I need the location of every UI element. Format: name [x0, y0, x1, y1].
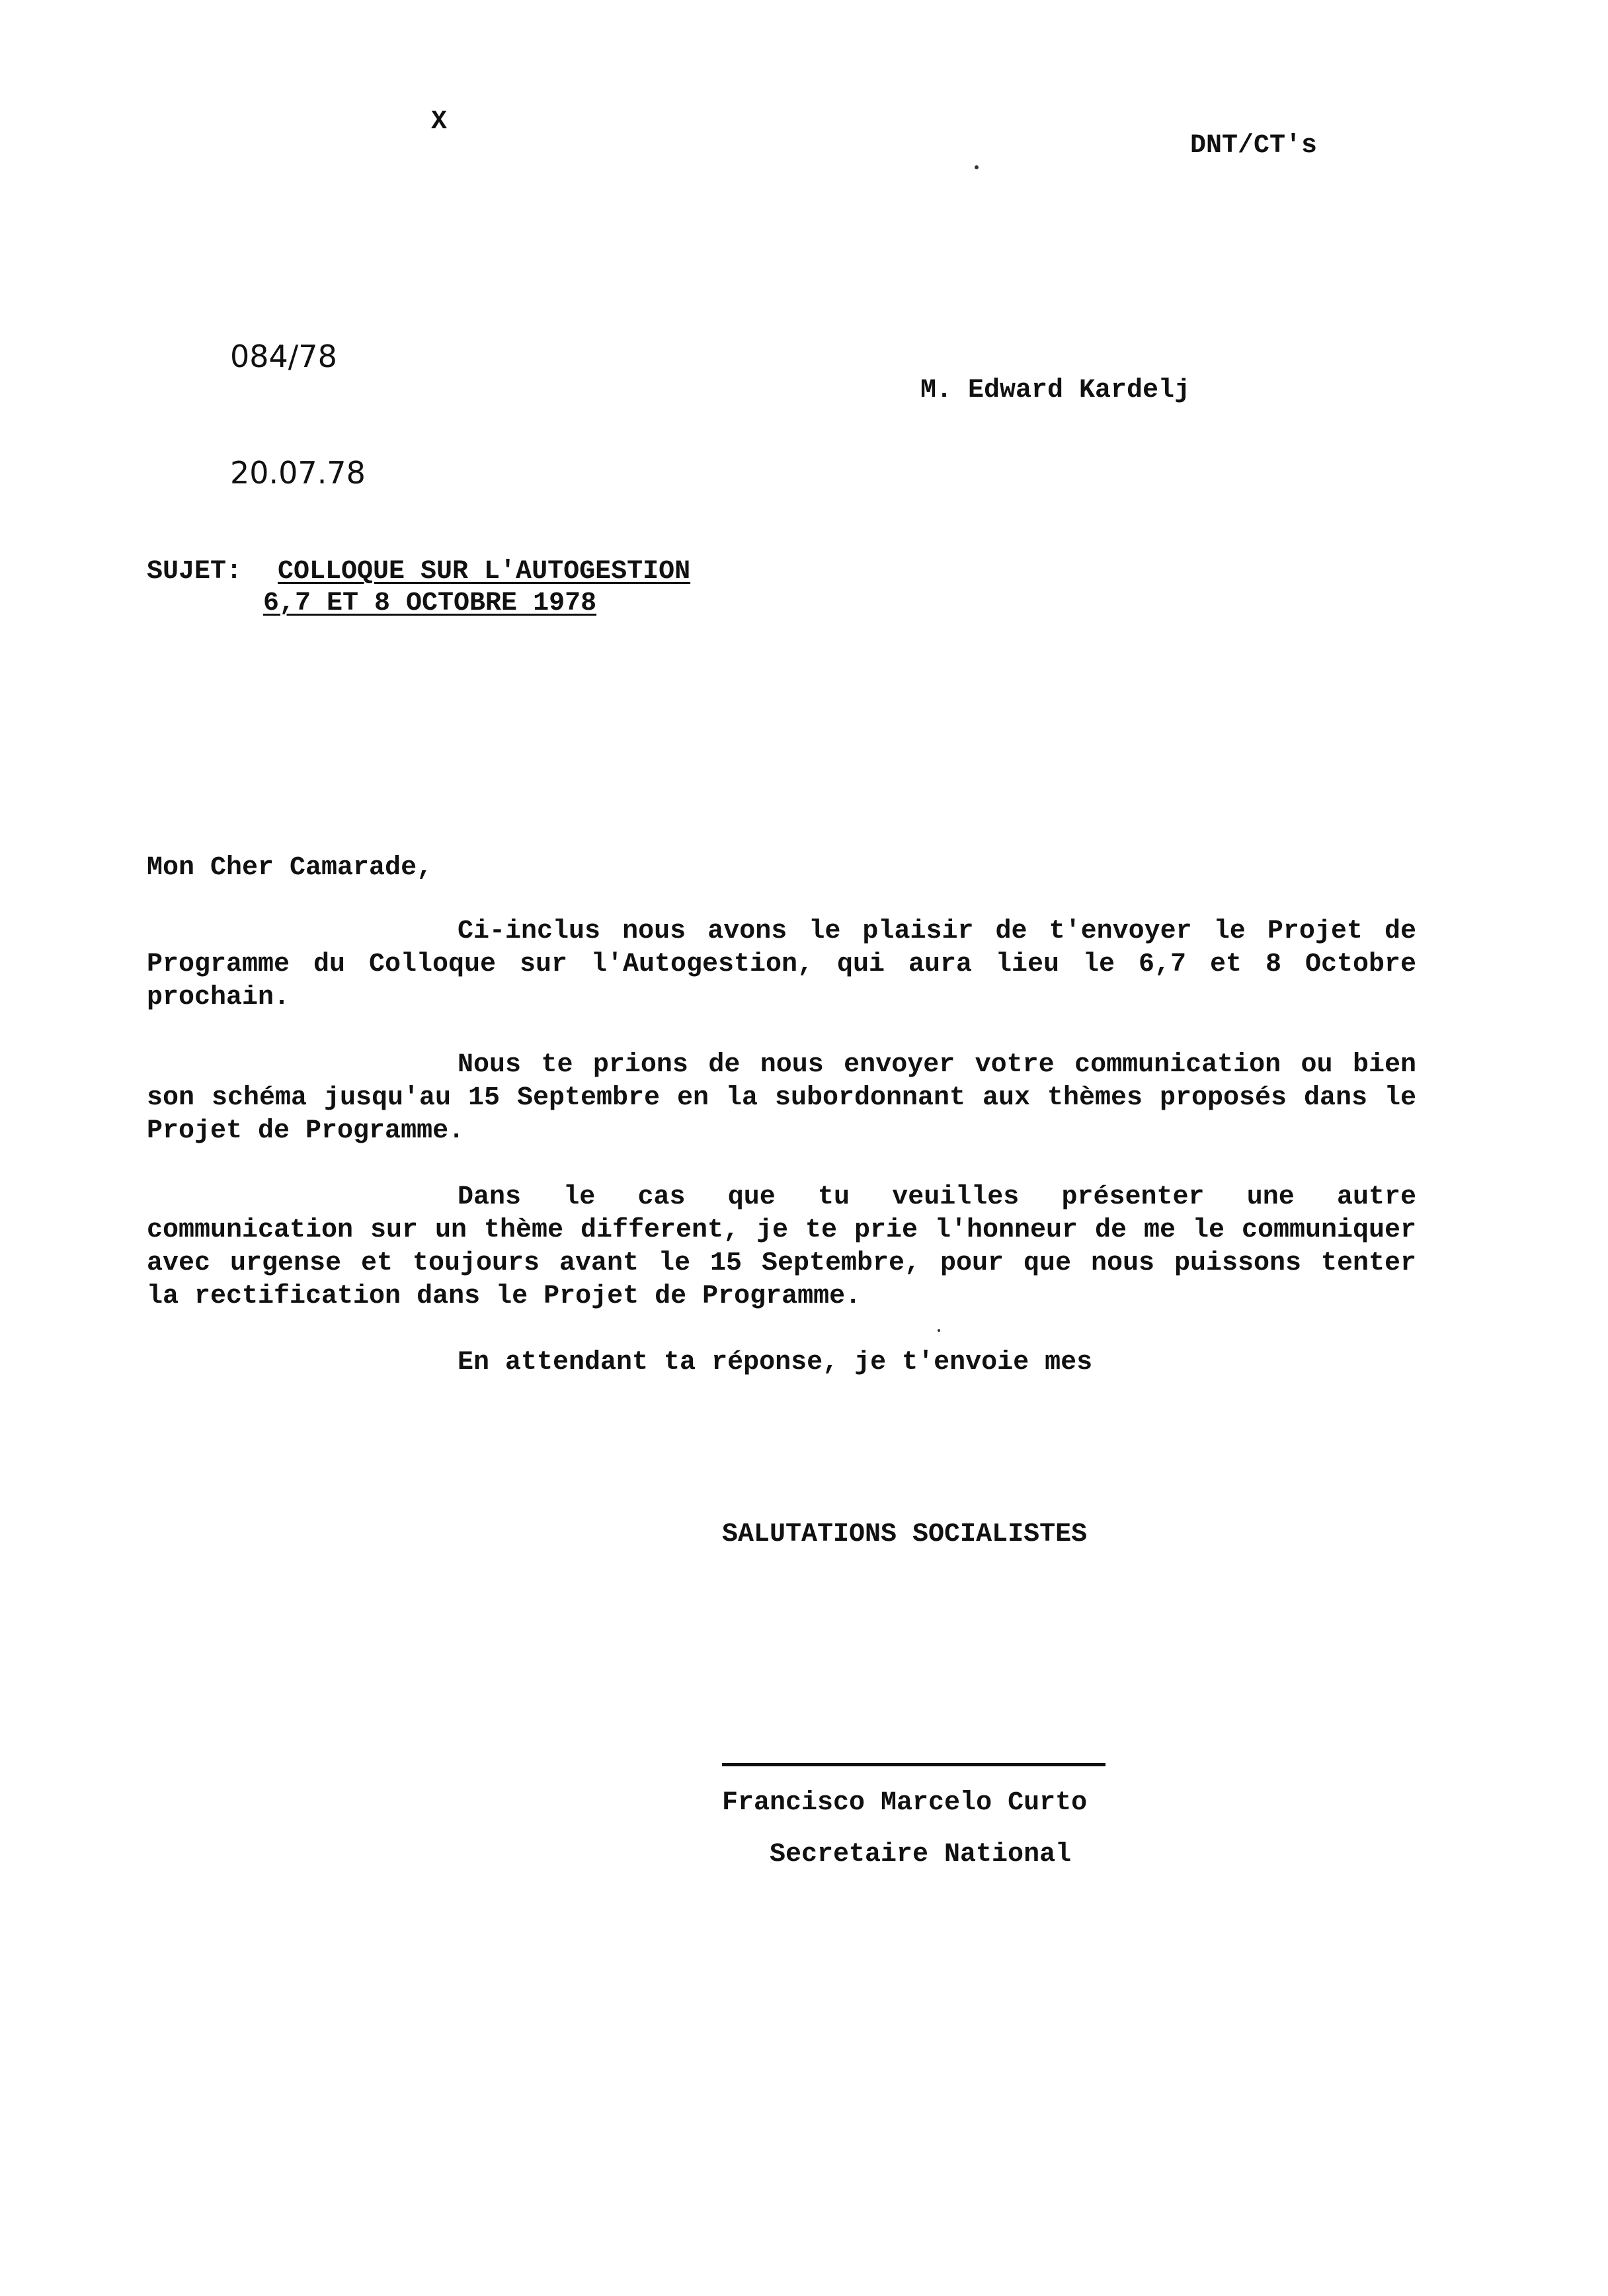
signatory-name: Francisco Marcelo Curto — [722, 1788, 1088, 1818]
subject-line-2: 6,7 ET 8 OCTOBRE 1978 — [263, 589, 597, 618]
scan-speck — [938, 1329, 940, 1332]
body-paragraph-3: Dans le cas que tu veuilles présenter une autre communication sur un thème different, je te prie l'honneur de me le communiquer avec urgense et toujours avant le 15 Septembre, pour que nous puissons tenter la rectification dans le Projet de Programme. — [147, 1182, 1416, 1311]
body-paragraph-1: Ci-inclus nous avons le plaisir de t'envoyer le Projet de Programme du Colloque sur l'Autogestion, qui aura lieu le 6,7 et 8 Octobre prochain. — [147, 917, 1416, 1012]
recipient-name: M. Edward Kardelj — [920, 376, 1191, 405]
scan-speck — [975, 165, 979, 169]
mark-x: X — [431, 107, 448, 137]
signature-line — [722, 1763, 1106, 1766]
salutation: Mon Cher Camarade, — [147, 853, 433, 883]
letter-date: 20.07.78 — [230, 455, 366, 491]
subject-label: SUJET: — [147, 557, 243, 587]
subject-line-1: COLLOQUE SUR L'AUTOGESTION — [278, 557, 691, 587]
body-paragraph-2: Nous te prions de nous envoyer votre communication ou bien son schéma jusqu'au 15 Septembre en la subordonnant aux thèmes proposés dans le Projet de Programme. — [147, 1050, 1416, 1146]
reference-number: 084/78 — [230, 339, 337, 374]
signatory-title: Secretaire National — [770, 1840, 1072, 1869]
sign-off: SALUTATIONS SOCIALISTES — [722, 1520, 1088, 1549]
department-code: DNT/CT's — [1190, 131, 1318, 161]
closing-line: En attendant ta réponse, je t'envoie mes — [458, 1348, 1093, 1377]
